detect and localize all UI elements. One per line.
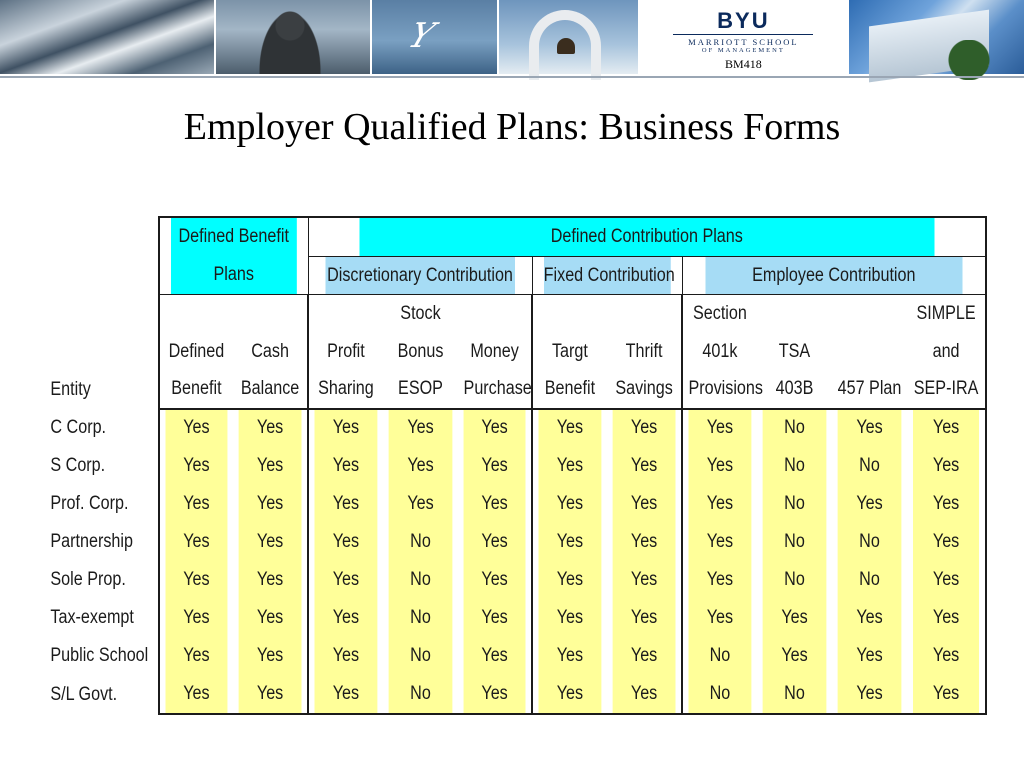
value-cell: No — [389, 675, 453, 713]
banner-photo-bell-arch — [499, 0, 640, 74]
col-header: SIMPLE — [913, 295, 980, 333]
value-cell: No — [838, 523, 902, 561]
sub-discretionary: Discretionary Contribution — [325, 257, 515, 295]
value-cell: Yes — [314, 599, 378, 637]
col-header: Money — [464, 333, 527, 371]
col-header: Sharing — [314, 371, 378, 409]
col-header: Stock — [389, 295, 453, 333]
col-header — [165, 295, 228, 333]
entity-cell: Sole Prop. — [47, 561, 142, 599]
value-cell: No — [389, 561, 453, 599]
col-header-row-2 — [47, 333, 986, 371]
value-cell: Yes — [763, 637, 827, 675]
table-corner — [55, 217, 150, 295]
value-cell: No — [389, 599, 453, 637]
table-row — [47, 523, 986, 561]
col-header: Cash — [239, 333, 303, 371]
value-cell: No — [688, 637, 752, 675]
value-cell: Yes — [913, 485, 980, 523]
col-header: Profit — [314, 333, 378, 371]
value-cell: Yes — [913, 637, 980, 675]
value-cell: No — [763, 409, 827, 447]
sub-fixed: Fixed Contribution — [543, 257, 671, 295]
table-row — [47, 675, 986, 713]
value-cell: Yes — [239, 675, 303, 713]
value-cell: No — [838, 447, 902, 485]
value-cell: Yes — [688, 447, 752, 485]
value-cell: No — [763, 447, 827, 485]
banner-photo-y-mountain — [372, 0, 498, 74]
group-defined-contribution: Defined Contribution Plans — [359, 217, 935, 257]
value-cell: Yes — [538, 409, 602, 447]
value-cell: Yes — [165, 675, 228, 713]
logo-sub: OF MANAGEMENT — [701, 47, 785, 54]
value-cell: Yes — [613, 675, 677, 713]
col-header: SEP-IRA — [913, 371, 980, 409]
table-row — [47, 447, 986, 485]
value-cell: Yes — [613, 523, 677, 561]
entity-cell: Tax-exempt — [47, 599, 142, 637]
value-cell: Yes — [165, 447, 228, 485]
value-cell: Yes — [239, 485, 303, 523]
banner-rule — [0, 76, 1024, 78]
course-code: BM418 — [725, 57, 762, 71]
col-header: Balance — [239, 371, 303, 409]
value-cell: Yes — [239, 637, 303, 675]
entity-cell: S Corp. — [47, 447, 142, 485]
logo-school: MARRIOTT SCHOOL — [688, 37, 799, 47]
value-cell: Yes — [688, 485, 752, 523]
value-cell: Yes — [538, 447, 602, 485]
value-cell: Yes — [314, 637, 378, 675]
value-cell: Yes — [239, 561, 303, 599]
value-cell: Yes — [538, 599, 602, 637]
value-cell: Yes — [314, 485, 378, 523]
col-header — [838, 295, 902, 333]
col-header — [538, 295, 602, 333]
value-cell: Yes — [838, 409, 902, 447]
entity-header: Entity — [47, 371, 142, 409]
value-cell: No — [763, 485, 827, 523]
value-cell: Yes — [389, 485, 453, 523]
col-header: TSA — [763, 333, 827, 371]
value-cell: Yes — [538, 561, 602, 599]
value-cell: Yes — [688, 409, 752, 447]
value-cell: Yes — [165, 485, 228, 523]
plans-table-wrap — [47, 216, 986, 714]
value-cell: Yes — [913, 447, 980, 485]
value-cell: Yes — [239, 447, 303, 485]
col-header: and — [913, 333, 980, 371]
value-cell: Yes — [314, 409, 378, 447]
col-header: Benefit — [538, 371, 602, 409]
value-cell: No — [838, 561, 902, 599]
value-cell: No — [389, 637, 453, 675]
entity-cell: Partnership — [47, 523, 142, 561]
col-header: Section — [688, 295, 752, 333]
value-cell: No — [763, 675, 827, 713]
value-cell: Yes — [688, 599, 752, 637]
value-cell: Yes — [913, 523, 980, 561]
value-cell: Yes — [464, 561, 527, 599]
value-cell: Yes — [464, 485, 527, 523]
value-cell: Yes — [538, 523, 602, 561]
value-cell: Yes — [913, 675, 980, 713]
banner-photo-statue — [216, 0, 372, 74]
col-header — [239, 295, 303, 333]
value-cell: Yes — [165, 561, 228, 599]
value-cell: Yes — [314, 561, 378, 599]
value-cell: Yes — [389, 409, 453, 447]
col-header: Benefit — [165, 371, 228, 409]
table-row — [47, 485, 986, 523]
value-cell: Yes — [314, 447, 378, 485]
value-cell: Yes — [538, 675, 602, 713]
col-header: ESOP — [389, 371, 453, 409]
entity-cell: S/L Govt. — [47, 675, 142, 713]
value-cell: Yes — [314, 523, 378, 561]
value-cell: Yes — [239, 523, 303, 561]
entity-cell: Public School — [47, 637, 142, 675]
col-header — [613, 295, 677, 333]
logo-brand: BYU — [717, 8, 770, 33]
value-cell: Yes — [763, 599, 827, 637]
sub-employee: Employee Contribution — [705, 257, 963, 295]
value-cell: Yes — [464, 523, 527, 561]
col-header: 457 Plan — [838, 371, 902, 409]
col-header: Purchase — [464, 371, 527, 409]
value-cell: Yes — [613, 561, 677, 599]
value-cell: Yes — [538, 485, 602, 523]
bell-icon — [557, 38, 575, 54]
value-cell: Yes — [389, 447, 453, 485]
table-row — [47, 409, 986, 447]
value-cell: Yes — [838, 675, 902, 713]
value-cell: Yes — [688, 523, 752, 561]
value-cell: Yes — [314, 675, 378, 713]
header-banner — [0, 0, 1024, 76]
value-cell: No — [763, 561, 827, 599]
banner-photo-building — [849, 0, 1024, 74]
col-header-row-3 — [47, 371, 986, 409]
entity-cell: C Corp. — [47, 409, 142, 447]
value-cell: Yes — [838, 599, 902, 637]
col-header — [838, 333, 902, 371]
value-cell: Yes — [239, 599, 303, 637]
entity-cell: Prof. Corp. — [47, 485, 142, 523]
col-header — [314, 295, 378, 333]
statue-icon — [258, 10, 322, 74]
col-header: Bonus — [389, 333, 453, 371]
value-cell: Yes — [165, 637, 228, 675]
table-row — [47, 599, 986, 637]
value-cell: No — [389, 523, 453, 561]
value-cell: Yes — [165, 599, 228, 637]
value-cell: Yes — [613, 485, 677, 523]
value-cell: No — [763, 523, 827, 561]
value-cell: Yes — [464, 447, 527, 485]
value-cell: Yes — [688, 561, 752, 599]
tree-icon — [939, 40, 999, 80]
col-header — [763, 295, 827, 333]
value-cell: Yes — [913, 561, 980, 599]
banner-photo-abstract — [0, 0, 216, 74]
col-header: 403B — [763, 371, 827, 409]
table-row — [47, 637, 986, 675]
value-cell: Yes — [613, 409, 677, 447]
col-header-row-1 — [47, 295, 986, 333]
table-row — [47, 561, 986, 599]
value-cell: Yes — [165, 409, 228, 447]
value-cell: Yes — [464, 409, 527, 447]
value-cell: Yes — [838, 637, 902, 675]
col-header: Thrift — [613, 333, 677, 371]
y-letter-icon: Y — [402, 16, 440, 56]
value-cell: Yes — [464, 675, 527, 713]
col-header: Targt — [538, 333, 602, 371]
value-cell: Yes — [239, 409, 303, 447]
logo-divider — [673, 34, 813, 35]
blank-cell — [55, 333, 150, 371]
value-cell: Yes — [613, 637, 677, 675]
value-cell: Yes — [913, 409, 980, 447]
byu-marriott-logo — [640, 0, 849, 74]
value-cell: Yes — [613, 599, 677, 637]
value-cell: No — [688, 675, 752, 713]
value-cell: Yes — [538, 637, 602, 675]
value-cell: Yes — [165, 523, 228, 561]
value-cell: Yes — [464, 637, 527, 675]
blank-cell — [55, 295, 150, 333]
value-cell: Yes — [913, 599, 980, 637]
col-header: Defined — [165, 333, 228, 371]
col-header: Provisions — [688, 371, 752, 409]
plans-table — [47, 216, 987, 715]
group-defined-benefit: Defined Benefit Plans — [170, 217, 297, 295]
col-header — [464, 295, 527, 333]
col-header: Savings — [613, 371, 677, 409]
value-cell: Yes — [838, 485, 902, 523]
value-cell: Yes — [464, 599, 527, 637]
value-cell: Yes — [613, 447, 677, 485]
col-header: 401k — [688, 333, 752, 371]
slide-title: Employer Qualified Plans: Business Forms — [183, 106, 841, 148]
